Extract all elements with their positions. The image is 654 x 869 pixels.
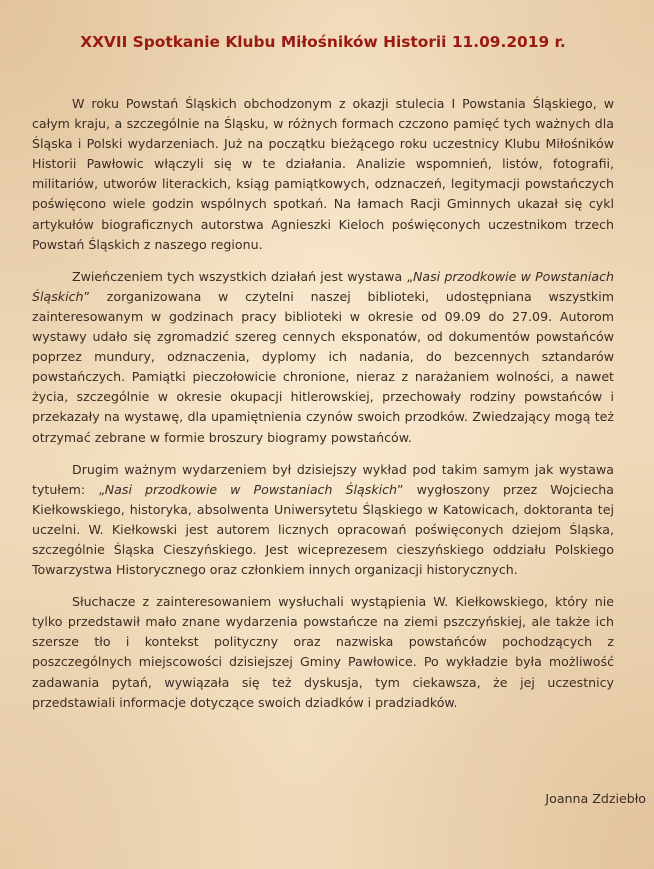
article-body xyxy=(32,94,614,713)
author-signature: Joanna Zdziebło xyxy=(545,791,646,806)
paragraph-text: ” wygłoszony przez Wojciecha Kiełkowskiego, historyka, absolwenta Uniwersytetu Śląskiego w Katowicach, doktoranta tej uczelni. W. Kiełkowski jest autorem licznych opracowań poświęconych dziejom Śląska, szczególnie Śląska Cieszyńskiego. Jest wiceprezesem cieszyńskiego oddziału Polskiego Towarzystwa Historycznego oraz członkiem innych organizacji historycznych. xyxy=(32,481,614,578)
paragraph-text: Zwieńczeniem tych wszystkich działań jest wystawa „ xyxy=(72,268,413,284)
paragraph-1 xyxy=(32,94,614,255)
paragraph-text: ” zorganizowana w czytelni naszej biblioteki, udostępniana wszystkim zainteresowanym w godzinach pracy biblioteki w okresie od 09.09 do 27.09. Autorom wystawy udało się zgromadzić szereg cennych eksponatów, od dokumentów powstańców poprzez mundury, odznaczenia, dyplomy ich nadania, do bezcennych sztandarów powstańczych. Pamiątki pieczołowicie chronione, nieraz z narażaniem wolności, a nawet życia, szczególnie w okresie okupacji hitlerowskiej, przechowały rodziny powstańców i przekazały na wystawę, dla upamiętnienia czynów swoich przodków. Zwiedzający mogą też otrzymać zebrane w formie broszury biogramy powstańców. xyxy=(32,288,614,445)
paragraph-2 xyxy=(32,267,614,448)
paragraph-text: Słuchacze z zainteresowaniem wysłuchali wystąpienia W. Kiełkowskiego, który nie tylko przedstawił mało znane wydarzenia powstańcze na ziemi pszczyńskiej, ale także ich szersze tło i kontekst polityczny oraz nazwiska powstańców pochodzących z poszczególnych miejscowości dzisiejszej Gminy Pawłowice. Po wykładzie była możliwość zadawania pytań, wywiązała się też dyskusja, tym ciekawsza, że jej uczestnicy przedstawiali informacje dotyczące swoich dziadków i pradziadków. xyxy=(32,594,614,710)
document-page xyxy=(32,32,614,710)
lecture-title: Nasi przodkowie w Powstaniach Śląskich xyxy=(104,481,398,497)
paragraph-3 xyxy=(32,460,614,581)
paragraph-4 xyxy=(32,592,614,713)
exhibition-title: Nasi przodkowie w Powstaniach Śląskich xyxy=(32,268,614,304)
paragraph-text: Drugim ważnym wydarzeniem był dzisiejszy wykład pod takim samym jak wystawa tytułem: „ xyxy=(32,461,614,497)
paragraph-text: W roku Powstań Śląskich obchodzonym z okazji stulecia I Powstania Śląskiego, w całym kraju, a szczególnie na Śląsku, w różnych formach czczono pamięć tych ważnych dla Śląska i Polski wydarzeniach. Już na początku bieżącego roku uczestnicy Klubu Miłośników Historii Pawłowic włączyli się w te działania. Analizie wspomnień, listów, fotografii, militariów, utworów literackich, ksiąg pamiątkowych, odznaczeń, legitymacji powstańczych poświęcono wiele godzin wspólnych spotkań. Na łamach Racji Gminnych ukazał się cykl artykułów biograficznych autorstwa Agnieszki Kieloch poświęconych uczestnikom trzech Powstań Śląskich z naszego regionu. xyxy=(32,96,614,252)
document-title: XXVII Spotkanie Klubu Miłośników Historii 11.09.2019 r. xyxy=(80,33,566,51)
